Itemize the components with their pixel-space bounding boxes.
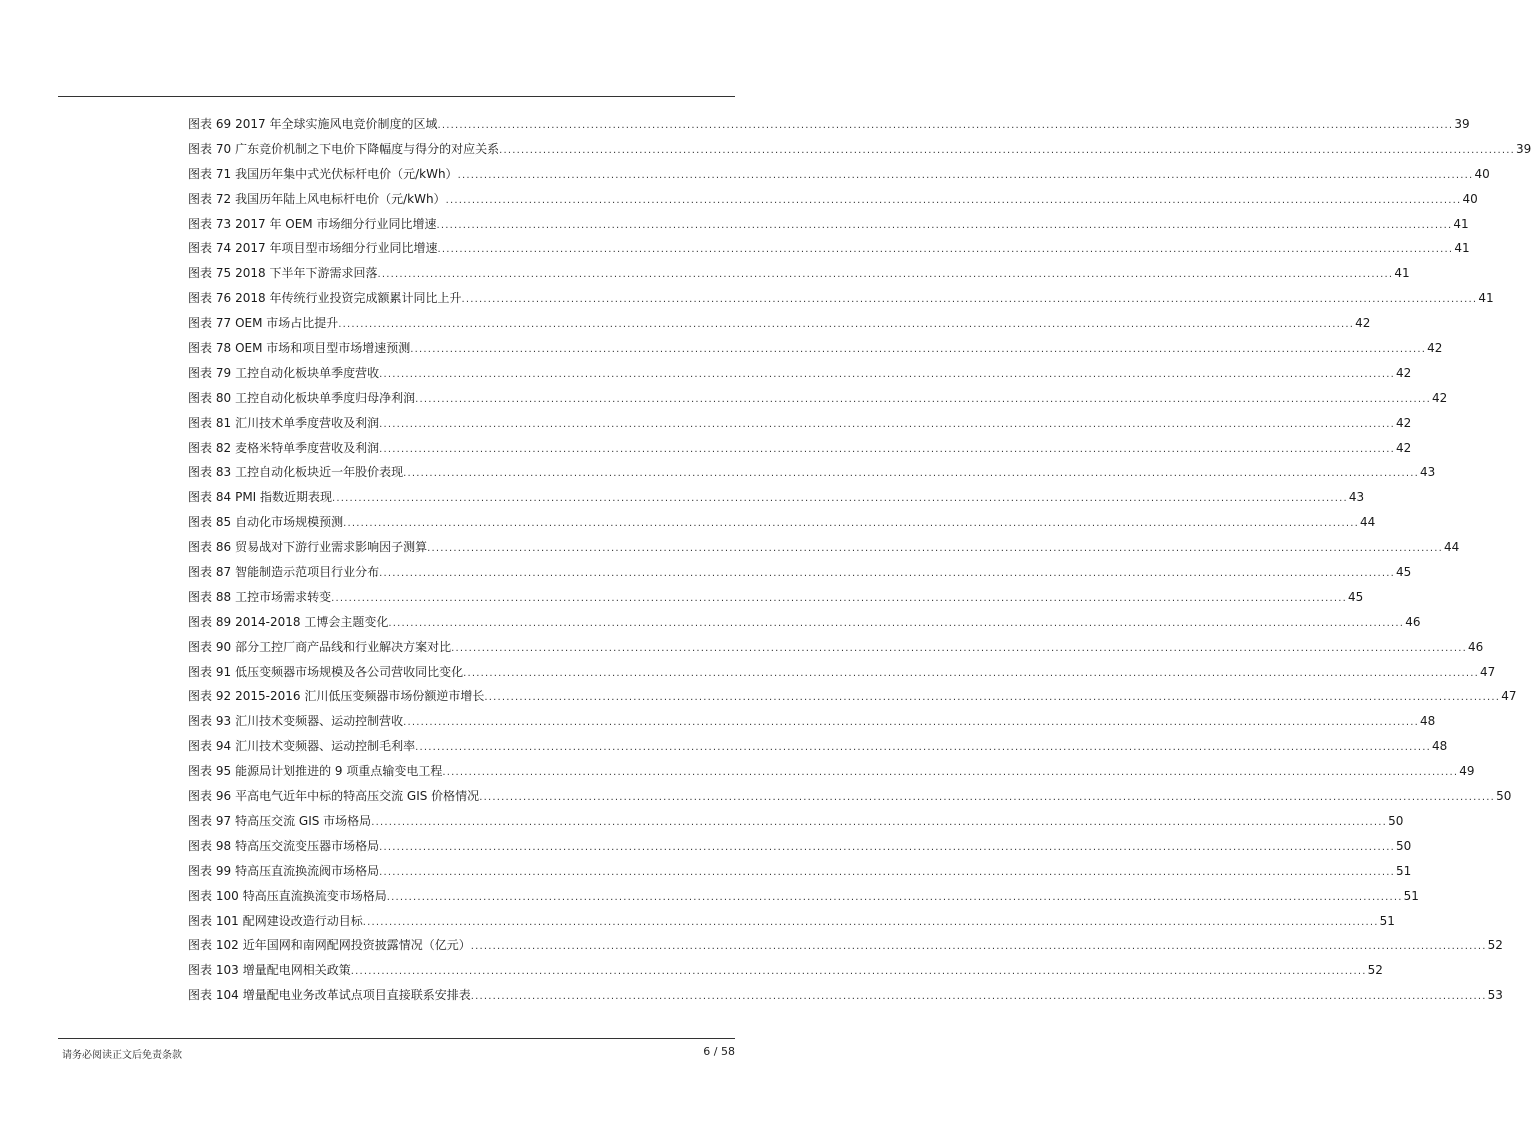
toc-figure-label: 图表 85 [188, 515, 232, 530]
toc-figure-label: 图表 89 [188, 614, 232, 629]
toc-leader-dots [377, 263, 1393, 288]
toc-figure-title: 工控自动化板块近一年股价表现 [235, 465, 404, 480]
toc-page-number: 42 [1395, 440, 1412, 455]
toc-leader-dots [484, 686, 1500, 711]
toc-leader-dots [471, 935, 1487, 960]
toc-figure-label: 图表 96 [188, 789, 232, 804]
toc-entry[interactable] [188, 162, 1490, 187]
toc-figure-label: 图表 104 [188, 988, 239, 1003]
toc-entry[interactable] [188, 709, 1436, 734]
toc-figure-label: 图表 83 [188, 465, 232, 480]
toc-page-number: 52 [1487, 938, 1503, 953]
toc-figure-title: 增量配电网相关政策 [242, 963, 351, 978]
toc-leader-dots [351, 960, 1367, 985]
toc-entry[interactable] [188, 286, 1494, 311]
toc-figure-label: 图表 73 [188, 216, 232, 231]
toc-figure-title: 2017 年项目型市场细分行业同比增速 [235, 241, 438, 256]
toc-leader-dots [463, 662, 1479, 687]
toc-leader-dots [437, 114, 1453, 139]
toc-figure-label: 图表 101 [188, 913, 239, 928]
toc-entry[interactable] [188, 236, 1470, 261]
toc-leader-dots [458, 164, 1474, 189]
toc-figure-title: 2014-2018 工博会主题变化 [235, 614, 389, 629]
toc-figure-title: 配网建设改造行动目标 [242, 913, 363, 928]
toc-figure-label: 图表 86 [188, 540, 232, 555]
toc-page-number: 40 [1462, 191, 1478, 206]
toc-figure-label: 图表 72 [188, 191, 232, 206]
toc-figure-label: 图表 87 [188, 565, 232, 580]
toc-figure-label: 图表 93 [188, 714, 232, 729]
toc-entry[interactable] [188, 112, 1470, 137]
toc-entry[interactable] [188, 311, 1371, 336]
toc-leader-dots [479, 786, 1495, 811]
toc-page-number: 42 [1395, 365, 1412, 380]
toc-leader-dots [363, 911, 1379, 936]
toc-page-number: 46 [1405, 614, 1421, 629]
toc-entry[interactable] [188, 137, 1531, 162]
toc-page-number: 50 [1395, 838, 1412, 853]
toc-page-number: 50 [1496, 789, 1512, 804]
toc-leader-dots [387, 886, 1403, 911]
toc-page-number: 41 [1478, 291, 1494, 306]
toc-figure-title: 我国历年集中式光伏标杆电价（元/kWh） [235, 166, 458, 181]
toc-leader-dots [499, 139, 1515, 164]
toc-figure-title: 平高电气近年中标的特高压交流 GIS 价格情况 [235, 789, 480, 804]
toc-leader-dots [415, 388, 1431, 413]
toc-leader-dots [427, 537, 1443, 562]
toc-entry[interactable] [188, 834, 1412, 859]
toc-entry[interactable] [188, 585, 1364, 610]
toc-figure-title: 2017 年 OEM 市场细分行业同比增速 [235, 216, 437, 231]
toc-figure-title: 我国历年陆上风电标杆电价（元/kWh） [235, 191, 446, 206]
toc-entry[interactable] [188, 684, 1517, 709]
toc-entry[interactable] [188, 411, 1412, 436]
toc-leader-dots [371, 811, 1387, 836]
toc-leader-dots [379, 836, 1395, 861]
toc-leader-dots [410, 338, 1426, 363]
toc-figure-title: 工控自动化板块单季度营收 [235, 365, 380, 380]
toc-leader-dots [331, 587, 1347, 612]
toc-figure-title: 特高压交流 GIS 市场格局 [235, 813, 372, 828]
toc-figure-label: 图表 82 [188, 440, 232, 455]
toc-page-number: 47 [1501, 689, 1517, 704]
toc-leader-dots [451, 637, 1467, 662]
toc-entry[interactable] [188, 535, 1460, 560]
toc-entry[interactable] [188, 809, 1404, 834]
toc-entry[interactable] [188, 510, 1376, 535]
toc-figure-title: 部分工控厂商产品线和行业解决方案对比 [235, 639, 452, 654]
toc-figure-label: 图表 98 [188, 838, 232, 853]
toc-figure-label: 图表 71 [188, 166, 232, 181]
toc-figure-label: 图表 75 [188, 266, 232, 281]
footer-disclaimer: 请务必阅读正文后免责条款 [62, 1050, 182, 1061]
toc-figure-label: 图表 97 [188, 813, 232, 828]
toc-figure-label: 图表 90 [188, 639, 232, 654]
toc-page-number: 44 [1443, 540, 1460, 555]
toc-leader-dots [338, 313, 1354, 338]
toc-page-number: 41 [1394, 266, 1410, 281]
toc-page-number: 53 [1487, 988, 1503, 1003]
toc-figure-title: 广东竞价机制之下电价下降幅度与得分的对应关系 [235, 141, 500, 156]
toc-page-number: 40 [1474, 166, 1490, 181]
toc-figure-title: 2018 下半年下游需求回落 [235, 266, 378, 281]
toc-leader-dots [379, 363, 1395, 388]
toc-figure-title: 汇川技术变频器、运动控制毛利率 [235, 739, 416, 754]
toc-page-number: 45 [1395, 565, 1412, 580]
toc-figure-title: 贸易战对下游行业需求影响因子测算 [235, 540, 428, 555]
toc-entry[interactable] [188, 983, 1503, 1008]
toc-entry[interactable] [188, 784, 1512, 809]
toc-page-number: 46 [1467, 639, 1484, 654]
toc-entry[interactable] [188, 884, 1419, 909]
toc-entry[interactable] [188, 460, 1436, 485]
toc-leader-dots [442, 761, 1458, 786]
toc-figure-title: 近年国网和南网配网投资披露情况（亿元） [242, 938, 471, 953]
toc-leader-dots [332, 487, 1348, 512]
toc-figure-label: 图表 100 [188, 888, 239, 903]
toc-leader-dots [379, 438, 1395, 463]
toc-figure-title: 汇川技术变频器、运动控制营收 [235, 714, 404, 729]
toc-figure-title: PMI 指数近期表现 [235, 490, 333, 505]
toc-page-number: 47 [1479, 664, 1496, 679]
toc-figure-title: 自动化市场规模预测 [235, 515, 344, 530]
toc-figure-label: 图表 91 [188, 664, 232, 679]
toc-figure-label: 图表 77 [188, 316, 232, 331]
toc-entry[interactable] [188, 386, 1448, 411]
toc-figure-title: 增量配电业务改革试点项目直接联系安排表 [242, 988, 471, 1003]
toc-page-number: 51 [1395, 863, 1412, 878]
toc-leader-dots [379, 562, 1395, 587]
toc-page-number: 42 [1431, 390, 1448, 405]
toc-page-number: 44 [1359, 515, 1376, 530]
toc-entry[interactable] [188, 361, 1412, 386]
toc-figure-label: 图表 69 [188, 117, 232, 131]
toc-leader-dots [461, 288, 1477, 313]
toc-figure-label: 图表 103 [188, 963, 239, 978]
toc-leader-dots [388, 612, 1404, 637]
toc-entry[interactable] [188, 859, 1412, 884]
toc-figure-title: 低压变频器市场规模及各公司营收同比变化 [235, 664, 464, 679]
toc-figure-title: 特高压直流换流阀市场格局 [235, 863, 380, 878]
toc-page-number: 51 [1403, 888, 1419, 903]
toc-entry[interactable] [188, 933, 1503, 958]
toc-figure-title: OEM 市场和项目型市场增速预测 [235, 341, 411, 356]
toc-page-number: 50 [1388, 813, 1404, 828]
toc-page-number: 52 [1367, 963, 1383, 978]
toc-entry[interactable] [188, 436, 1412, 461]
toc-figure-title: 智能制造示范项目行业分布 [235, 565, 380, 580]
toc-page-number: 51 [1379, 913, 1395, 928]
toc-leader-dots [471, 985, 1487, 1010]
toc-page-number: 41 [1453, 216, 1469, 231]
toc-page-number: 48 [1419, 714, 1436, 729]
toc-page-number: 41 [1454, 241, 1470, 256]
toc-figure-label: 图表 76 [188, 291, 232, 306]
toc-entry[interactable] [188, 212, 1469, 237]
toc-figure-label: 图表 84 [188, 490, 232, 505]
toc-page-number: 42 [1395, 415, 1412, 430]
toc-figure-title: 特高压交流变压器市场格局 [235, 838, 380, 853]
toc-figure-label: 图表 99 [188, 863, 232, 878]
toc-figure-title: 工控市场需求转变 [235, 589, 332, 604]
toc-entry[interactable] [188, 261, 1410, 286]
toc-leader-dots [446, 189, 1462, 214]
toc-entry[interactable] [188, 635, 1484, 660]
toc-figure-label: 图表 92 [188, 689, 232, 704]
footer-divider [58, 1038, 735, 1039]
toc-figure-title: 2015-2016 汇川低压变频器市场份额逆市增长 [235, 689, 485, 704]
toc-figure-label: 图表 79 [188, 365, 232, 380]
header-divider [58, 96, 735, 97]
toc-entry[interactable] [188, 336, 1443, 361]
toc-leader-dots [403, 462, 1419, 487]
toc-page-number: 39 [1454, 117, 1470, 131]
toc-leader-dots [403, 711, 1419, 736]
toc-page-number: 45 [1347, 589, 1364, 604]
toc-figure-title: 工控自动化板块单季度归母净利润 [235, 390, 416, 405]
toc-entry[interactable] [188, 485, 1365, 510]
toc-figure-label: 图表 102 [188, 938, 239, 953]
toc-entry[interactable] [188, 759, 1475, 784]
toc-leader-dots [379, 861, 1395, 886]
toc-leader-dots [379, 413, 1395, 438]
toc-page-number: 42 [1427, 341, 1443, 356]
toc-page-number: 48 [1431, 739, 1448, 754]
toc-figure-label: 图表 81 [188, 415, 232, 430]
toc-entry[interactable] [188, 610, 1421, 635]
toc-figure-label: 图表 88 [188, 589, 232, 604]
toc-entry[interactable] [188, 909, 1395, 934]
toc-figure-title: 能源局计划推进的 9 项重点输变电工程 [235, 764, 443, 779]
toc-page-number: 49 [1459, 764, 1475, 779]
toc-figure-label: 图表 78 [188, 341, 232, 356]
toc-figure-title: 汇川技术单季度营收及利润 [235, 415, 380, 430]
toc-page-number: 43 [1419, 465, 1436, 480]
toc-figure-title: 2017 年全球实施风电竞价制度的区域 [235, 117, 438, 131]
toc-figure-label: 图表 80 [188, 390, 232, 405]
toc-leader-dots [415, 736, 1431, 761]
toc-entry[interactable] [188, 958, 1383, 983]
toc-page-number: 43 [1348, 490, 1365, 505]
toc-leader-dots [436, 214, 1452, 239]
page-number: 6 / 58 [703, 1045, 735, 1058]
toc-page-number: 42 [1355, 316, 1371, 331]
table-of-figures [188, 112, 1531, 1008]
toc-figure-title: 麦格米特单季度营收及利润 [235, 440, 380, 455]
toc-figure-title: OEM 市场占比提升 [235, 316, 339, 331]
toc-figure-label: 图表 74 [188, 241, 232, 256]
toc-figure-label: 图表 94 [188, 739, 232, 754]
toc-entry[interactable] [188, 187, 1478, 212]
toc-entry[interactable] [188, 660, 1496, 685]
toc-page-number: 39 [1515, 141, 1531, 156]
toc-entry[interactable] [188, 734, 1448, 759]
toc-figure-label: 图表 95 [188, 764, 232, 779]
toc-leader-dots [437, 238, 1453, 263]
toc-entry[interactable] [188, 560, 1412, 585]
toc-figure-title: 特高压直流换流变市场格局 [242, 888, 387, 903]
toc-figure-title: 2018 年传统行业投资完成额累计同比上升 [235, 291, 462, 306]
toc-leader-dots [343, 512, 1359, 537]
toc-figure-label: 图表 70 [188, 141, 232, 156]
